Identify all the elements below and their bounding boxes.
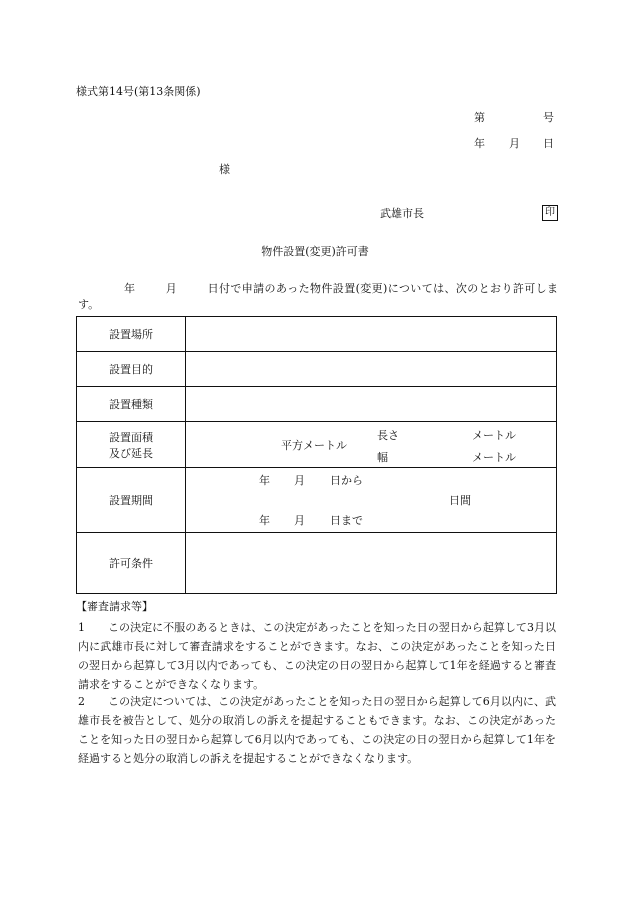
purpose-value-cell (186, 352, 557, 387)
remark-number: 2 (78, 695, 85, 708)
width-label: 幅 (377, 451, 388, 464)
period-start-year: 年 (259, 474, 270, 487)
type-value-cell (186, 387, 557, 422)
table-row (77, 317, 557, 352)
issue-date-day: 日 (543, 137, 554, 150)
period-days: 日間 (449, 494, 471, 507)
period-label: 設置期間 (77, 468, 186, 533)
purpose-label: 設置目的 (77, 352, 186, 387)
body-paragraph (78, 281, 558, 313)
remark-text: この決定に不服のあるときは、この決定があったことを知った日の翌日から起算して3月以内に武雄市長に対して審査請求をすることができます。なお、この決定があったことを知った日の翌日から起算して3月以内であっても、この決定の日の翌日から起算して1年を経過すると審査請求をすることができなくなります。 (78, 621, 556, 691)
length-unit: メートル (472, 429, 516, 442)
remark-number: 1 (78, 621, 85, 634)
table-row (77, 352, 557, 387)
period-end-year: 年 (259, 514, 270, 527)
period-end-month: 月 (294, 514, 305, 527)
table-row (77, 468, 557, 533)
location-value-cell (186, 317, 557, 352)
area-value-cell (186, 422, 557, 468)
body-year: 年 (124, 282, 136, 295)
table-row (77, 422, 557, 468)
remark-text: この決定については、この決定があったことを知った日の翌日から起算して6月以内に、武雄市長を被告として、処分の取消しの訴えを提起することもできます。なお、この決定があったことを知った日の翌日から起算して6月以内であっても、この決定の日の翌日から起算して1年を経過すると処分の取消しの訴えを提起することができなくなります。 (78, 695, 556, 765)
area-label-line2: 及び延長 (109, 446, 153, 460)
period-from: 日から (330, 474, 363, 487)
seal-stamp: 印 (542, 205, 558, 221)
issue-date-year: 年 (474, 137, 485, 150)
area-unit: 平方メートル (281, 439, 347, 452)
location-label: 設置場所 (77, 317, 186, 352)
table-row (77, 387, 557, 422)
width-unit: メートル (472, 451, 516, 464)
body-text: 日付で申請のあった物件設置(変更)については、次のとおり許可します。 (78, 282, 559, 311)
remarks-title: 【審査請求等】 (76, 600, 153, 613)
remark-item (78, 618, 556, 694)
document-number-prefix: 第 (474, 111, 485, 124)
issue-date-month: 月 (509, 137, 520, 150)
conditions-value-cell (186, 533, 557, 594)
form-number: 様式第14号(第13条関係) (76, 85, 201, 98)
addressee-honorific: 様 (219, 163, 230, 176)
table-row (77, 533, 557, 594)
remark-item (78, 692, 556, 768)
permit-table (76, 316, 557, 594)
period-to: 日まで (330, 514, 363, 527)
issuer-name: 武雄市長 (380, 207, 424, 220)
period-value-cell (186, 468, 557, 533)
area-label (77, 422, 186, 468)
area-label-line1: 設置面積 (109, 430, 153, 444)
document-number-suffix: 号 (543, 111, 554, 124)
period-start-month: 月 (294, 474, 305, 487)
document-title: 物件設置(変更)許可書 (261, 245, 369, 258)
length-label: 長さ (377, 429, 399, 442)
body-month: 月 (165, 282, 178, 295)
type-label: 設置種類 (77, 387, 186, 422)
conditions-label: 許可条件 (77, 533, 186, 594)
